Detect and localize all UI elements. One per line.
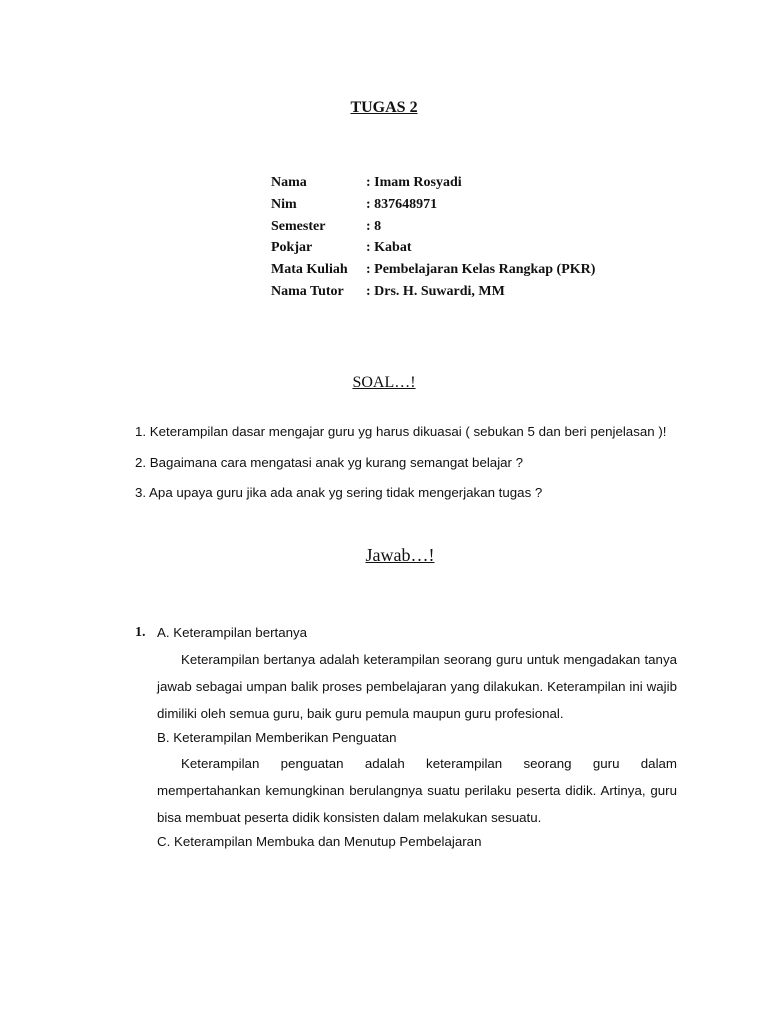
document-title: TUGAS 2: [350, 99, 418, 116]
question-list: [135, 421, 666, 513]
student-info: [271, 172, 595, 303]
answer-subheading: C. Keterampilan Membuka dan Menutup Pembelajaran: [157, 834, 482, 849]
answer-subheading: B. Keterampilan Memberikan Penguatan: [157, 729, 397, 745]
info-label: Nama Tutor: [271, 283, 344, 299]
info-value: : Drs. H. Suwardi, MM: [366, 283, 505, 299]
info-row-pokjar: [271, 237, 595, 259]
answer-number: 1.: [135, 625, 146, 640]
info-value: : Kabat: [366, 240, 412, 256]
answer-section: [135, 622, 677, 858]
info-value: : Imam Rosyadi: [366, 175, 462, 190]
question-item: 2. Bagaimana cara mengatasi anak yg kurang semangat belajar ?: [135, 454, 524, 470]
info-row-nama-tutor: [271, 281, 595, 303]
answer-subheading: A. Keterampilan bertanya: [157, 625, 308, 640]
info-value: : Pembelajaran Kelas Rangkap (PKR): [366, 262, 596, 278]
answer-paragraph: Keterampilan bertanya adalah keterampilan seorang guru untuk mengadakan tanya jawab sebagai umpan balik proses pembelajaran yang dilakukan. Keterampilan ini wajib dimiliki oleh semua guru, baik guru pemula maupun guru profesional.: [157, 651, 677, 721]
info-row-mata-kuliah: [271, 259, 595, 281]
question-item: 3. Apa upaya guru jika ada anak yg sering tidak mengerjakan tugas ?: [135, 485, 543, 500]
question-item: 1. Keterampilan dasar mengajar guru yg harus dikuasai ( sebukan 5 dan beri penjelasan )!: [135, 424, 667, 439]
answer-paragraph: Keterampilan penguatan adalah keterampilan seorang guru dalam mempertahankan kemungkinan berulangnya suatu perilaku peserta didik. Artinya, guru bisa membuat peserta didik konsisten dalam melakukan sesuatu.: [157, 756, 677, 825]
jawab-heading: Jawab…!: [365, 545, 435, 565]
info-label: Semester: [271, 218, 326, 234]
info-label: Mata Kuliah: [271, 262, 348, 278]
soal-heading: SOAL…!: [352, 374, 416, 391]
info-label: Nim: [271, 196, 297, 212]
info-row-semester: [271, 216, 595, 238]
info-value: : 837648971: [366, 196, 438, 212]
info-row-nim: [271, 194, 595, 216]
info-row-nama: [271, 172, 595, 194]
info-label: Nama: [271, 175, 307, 190]
info-label: Pokjar: [271, 240, 313, 256]
info-value: : 8: [366, 218, 382, 234]
